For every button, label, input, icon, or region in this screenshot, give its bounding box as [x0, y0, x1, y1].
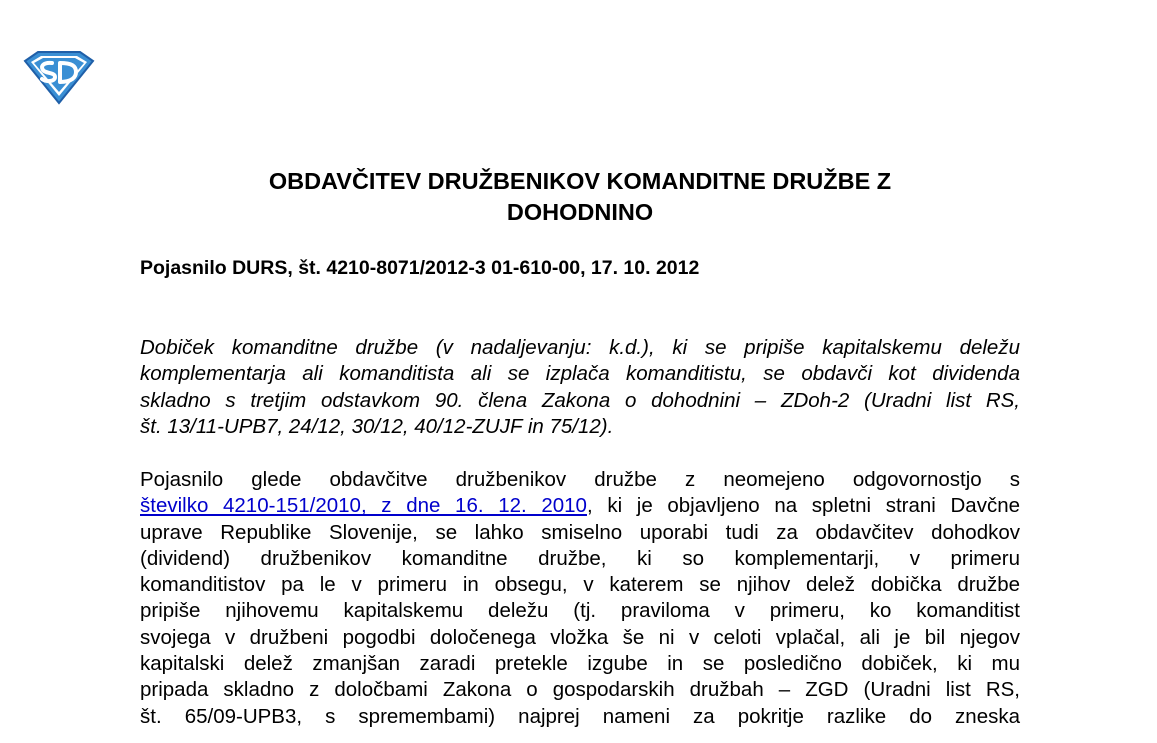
body-line: kapitalski delež zmanjšan zaradi pretekle izgube in se posledično dobiček, ki mu — [140, 652, 1020, 676]
document-subtitle: Pojasnilo DURS, št. 4210-8071/2012-3 01-610-00, 17. 10. 2012 — [140, 257, 700, 279]
body-line: uprave Republike Slovenije, se lahko smiselno uporabi tudi za obdavčitev dohodkov — [140, 520, 1020, 544]
body-line: pripiše njihovemu kapitalskemu deležu (tj. praviloma v primeru, ko komanditist — [140, 599, 1020, 623]
title-line-1: OBDAVČITEV DRUŽBENIKOV KOMANDITNE DRUŽBE Z — [268, 168, 892, 194]
body-line: svojega v družbeni pogodbi določenega vložka še ni v celoti vplačal, ali je bil njegov — [140, 625, 1020, 649]
intro-paragraph — [140, 335, 1020, 440]
document-title — [140, 166, 1020, 228]
body-line: št. 65/09-UPB3, s spremembami) najprej nameni za pokritje razlike do zneska — [140, 704, 1020, 728]
body-line: komanditistov pa le v primeru in obsegu, v katerem se njihov delež dobička družbe — [140, 573, 1020, 597]
intro-line: Dobiček komanditne družbe (v nadaljevanju: k.d.), ki se pripiše kapitalskemu deležu — [140, 336, 1020, 359]
reference-link[interactable]: številko 4210-151/2010, z dne 16. 12. 2010 — [140, 494, 587, 518]
body-line: pripada skladno z določbami Zakona o gospodarskih družbah – ZGD (Uradni list RS, — [140, 678, 1020, 702]
body-line: Pojasnilo glede obdavčitve družbenikov družbe z neomejeno odgovornostjo s — [140, 468, 1020, 491]
body-line-rest: , ki je objavljeno na spletni strani Davčne — [586, 494, 1021, 518]
intro-line: skladno s tretjim odstavkom 90. člena Zakona o dohodnini – ZDoh-2 (Uradni list RS, — [140, 388, 1020, 412]
intro-line: št. 13/11-UPB7, 24/12, 30/12, 40/12-ZUJF in 75/12). — [140, 414, 614, 438]
body-line — [140, 493, 1020, 519]
durs-logo-icon — [22, 49, 96, 105]
body-line: (dividend) družbenikov komanditne družbe, ki so komplementarji, v primeru — [140, 546, 1020, 570]
body-paragraph — [140, 467, 1020, 730]
intro-line: komplementarja ali komanditista ali se izplača komanditistu, se obdavči kot dividenda — [140, 362, 1020, 386]
title-line-2: DOHODNINO — [506, 199, 654, 225]
